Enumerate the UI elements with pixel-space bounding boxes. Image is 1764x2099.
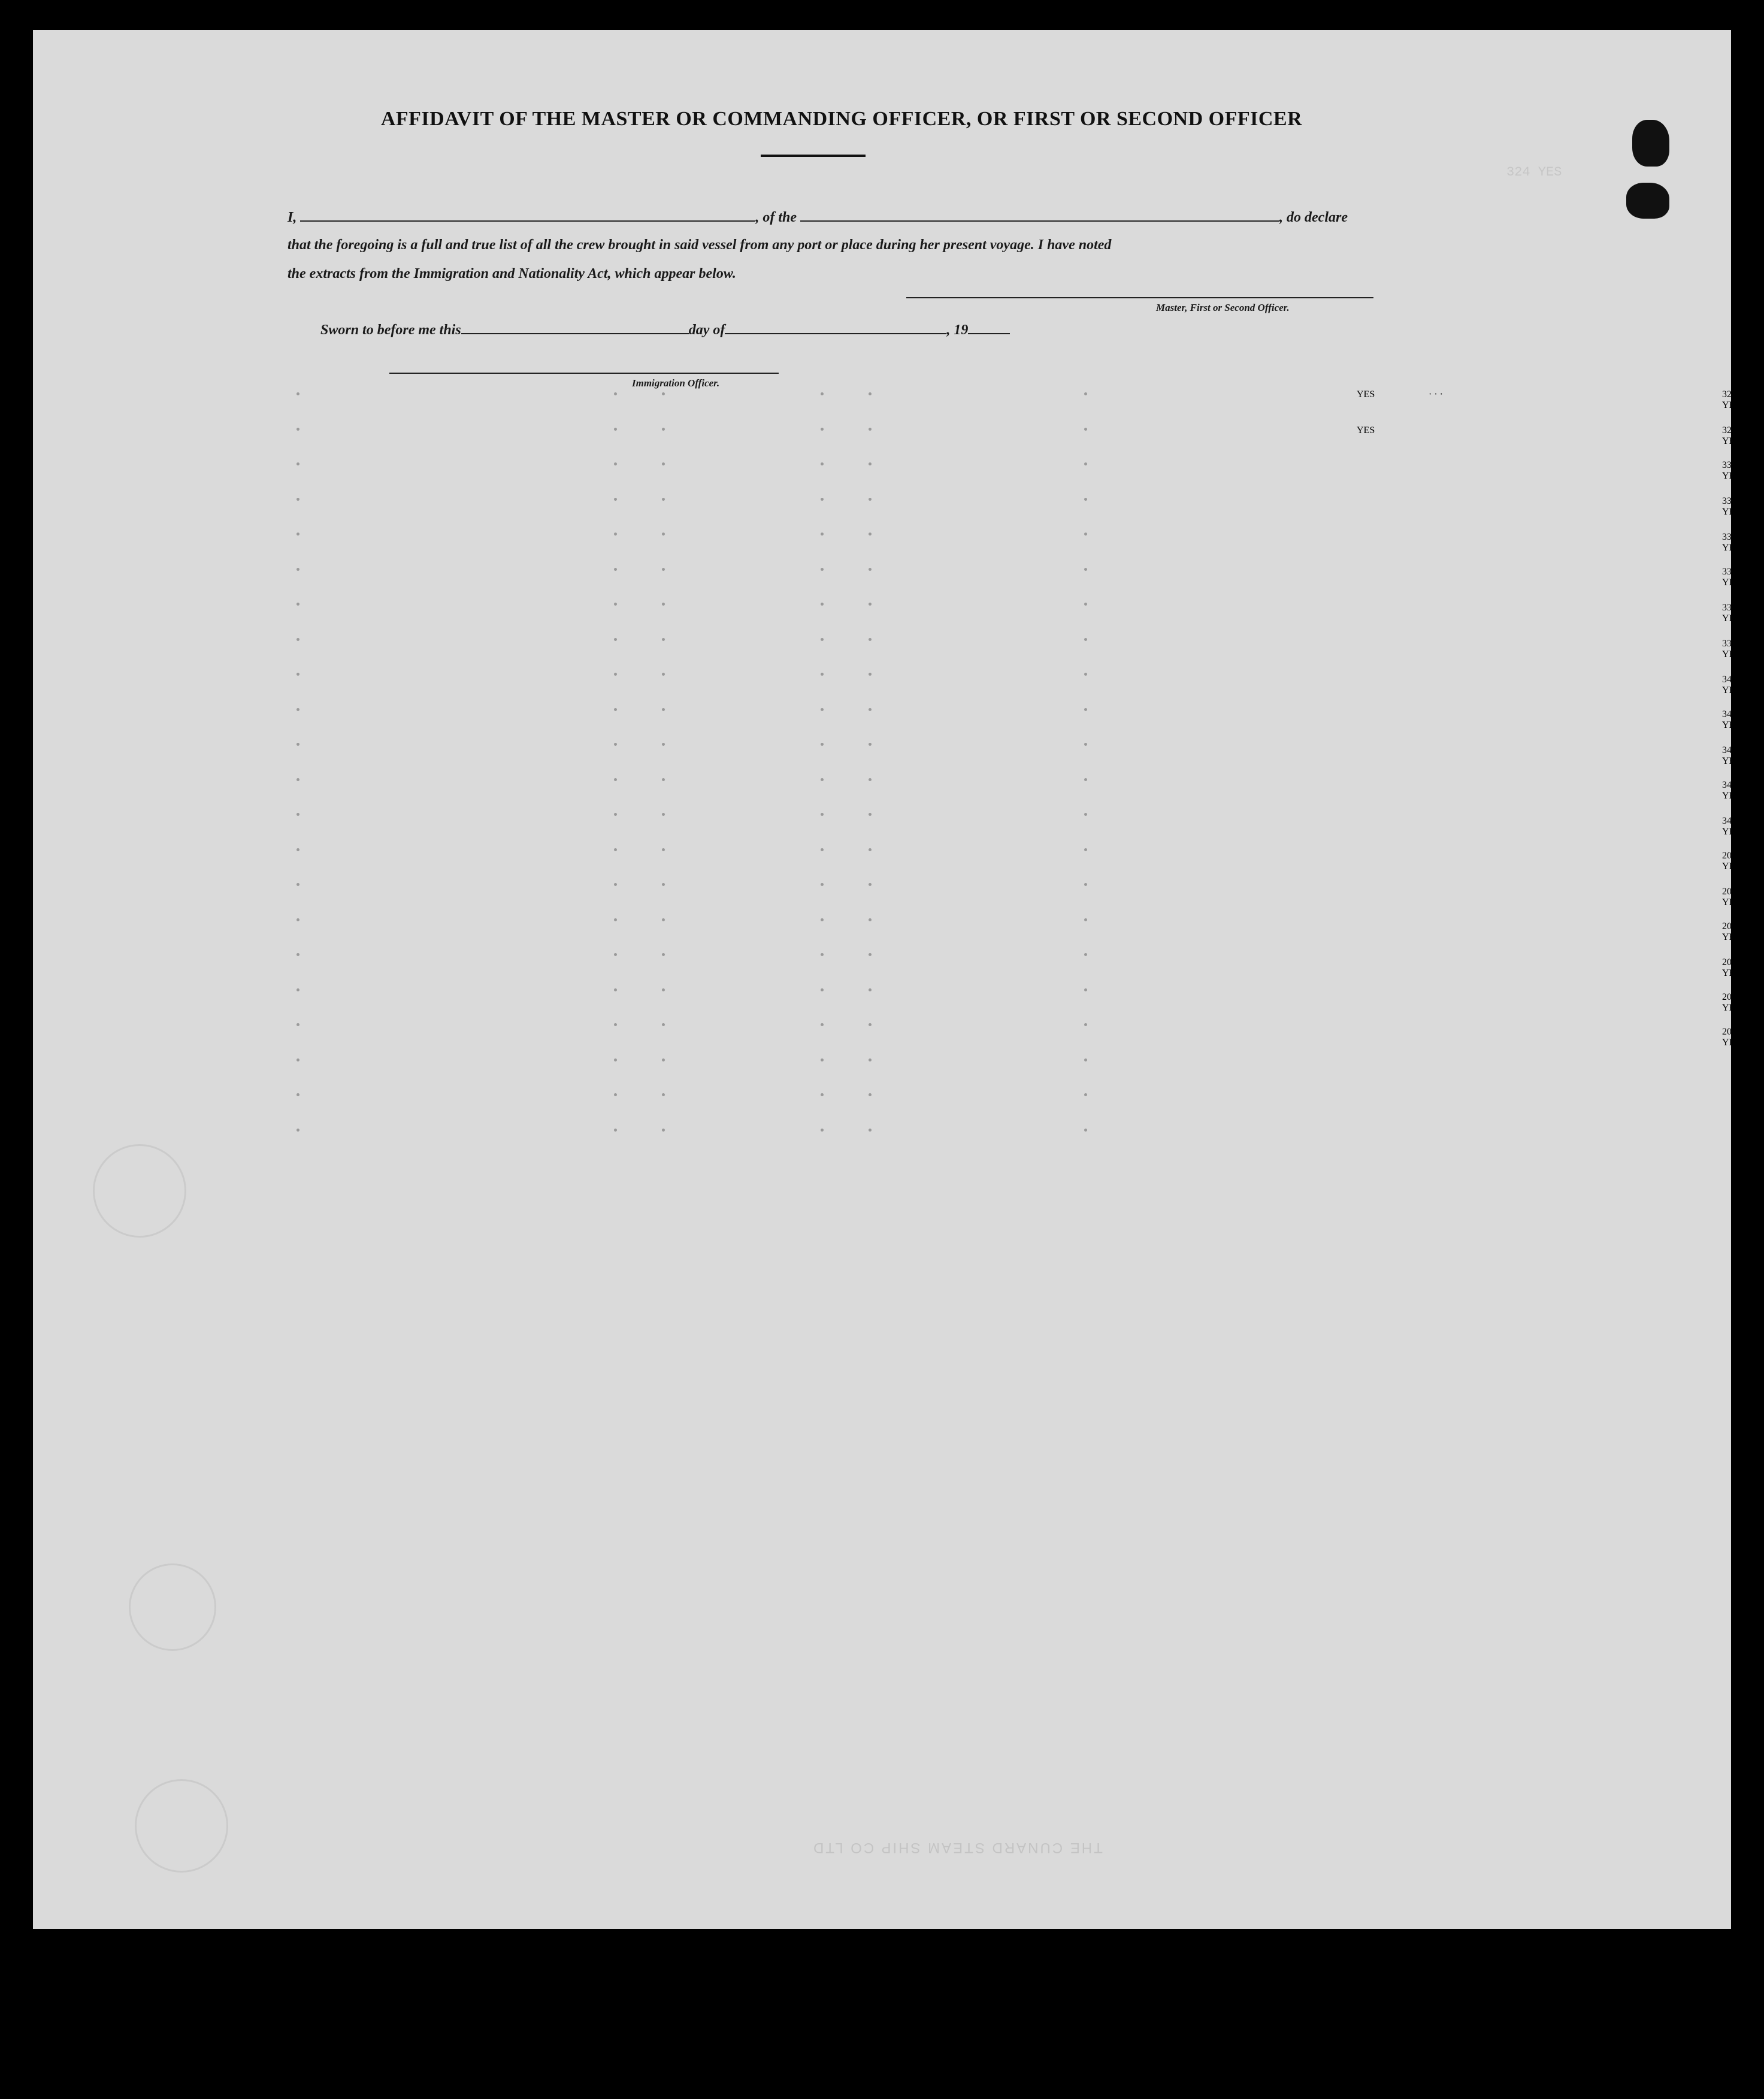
bleed-dot xyxy=(869,883,872,886)
bleed-dot xyxy=(869,708,872,711)
bleed-dot xyxy=(821,603,824,606)
bleed-dot xyxy=(296,462,299,465)
bleed-dot xyxy=(614,848,617,851)
bleed-dot xyxy=(869,533,872,536)
bleed-dot xyxy=(662,603,665,606)
bleed-dot xyxy=(296,568,299,571)
bleed-dot xyxy=(821,743,824,746)
sworn-line xyxy=(320,321,1010,338)
bleed-dot xyxy=(821,1093,824,1096)
sworn-year-blank[interactable] xyxy=(968,321,1010,334)
bleed-dot xyxy=(296,848,299,851)
bleed-dot xyxy=(1084,813,1087,816)
bleed-dot xyxy=(869,462,872,465)
bleed-dot xyxy=(869,953,872,956)
immigration-officer-label: Immigration Officer. xyxy=(632,377,720,389)
bleed-dot xyxy=(821,918,824,921)
bleed-dot xyxy=(821,1129,824,1132)
bleed-dot xyxy=(614,1129,617,1132)
immigration-officer-signature-line[interactable] xyxy=(389,373,779,374)
bleed-dot xyxy=(614,988,617,991)
bleed-dot xyxy=(821,848,824,851)
bleed-dot xyxy=(869,778,872,781)
bleed-dot xyxy=(1084,883,1087,886)
bleed-dot xyxy=(614,1093,617,1096)
bleed-dot xyxy=(1084,462,1087,465)
bleed-dot xyxy=(662,813,665,816)
bleed-dot xyxy=(821,778,824,781)
bleed-dot xyxy=(821,638,824,641)
bleed-dot xyxy=(614,568,617,571)
declaration-i: I, xyxy=(288,210,297,225)
bleed-dot xyxy=(662,498,665,501)
bleed-dot xyxy=(614,498,617,501)
punch-hole-mark xyxy=(1632,120,1669,167)
bleed-dot xyxy=(614,533,617,536)
bleed-dot xyxy=(614,462,617,465)
bleed-dot xyxy=(662,883,665,886)
bleed-dot xyxy=(821,568,824,571)
bleed-dot xyxy=(869,1058,872,1061)
bleed-dot xyxy=(1084,673,1087,676)
bleed-dot xyxy=(1084,1129,1087,1132)
bleed-dot xyxy=(1084,848,1087,851)
officer-signature-line[interactable] xyxy=(906,297,1373,298)
bleed-dot xyxy=(296,673,299,676)
bleed-dot xyxy=(869,498,872,501)
bleed-dot xyxy=(1084,918,1087,921)
bleed-dot xyxy=(869,918,872,921)
bleed-dot xyxy=(614,918,617,921)
bleed-dot xyxy=(662,462,665,465)
bleed-dot xyxy=(662,918,665,921)
bleed-dot xyxy=(662,533,665,536)
bleed-dot xyxy=(869,603,872,606)
bleed-dot xyxy=(1084,1023,1087,1026)
declaration-line-2: that the foregoing is a full and true list of all the crew brought in said vessel from any port or place during her present voyage. I have noted xyxy=(288,237,1112,253)
bleed-dot xyxy=(614,1023,617,1026)
declaration-do-declare: , do declare xyxy=(1279,210,1348,225)
bleed-dot xyxy=(614,883,617,886)
bleed-dot xyxy=(869,673,872,676)
bleed-dot xyxy=(614,392,617,395)
bleed-dot xyxy=(296,883,299,886)
bleed-dot xyxy=(1084,778,1087,781)
bleed-dot xyxy=(662,673,665,676)
bleed-dot xyxy=(821,673,824,676)
bleed-dot xyxy=(1084,533,1087,536)
officer-signature-label: Master, First or Second Officer. xyxy=(1156,302,1290,313)
bleed-dot xyxy=(614,428,617,431)
bleed-dot xyxy=(296,1129,299,1132)
bleed-dot xyxy=(614,603,617,606)
bleed-dot xyxy=(296,603,299,606)
bleed-dot xyxy=(821,953,824,956)
bleed-dot xyxy=(614,813,617,816)
bleed-dot xyxy=(869,988,872,991)
bleed-dot xyxy=(662,1023,665,1026)
sworn-prefix: Sworn to before me this xyxy=(320,322,461,338)
bleed-dot xyxy=(296,638,299,641)
bleed-dot xyxy=(1084,568,1087,571)
bleed-dot xyxy=(296,498,299,501)
bleed-dot xyxy=(296,918,299,921)
bleed-dot xyxy=(614,778,617,781)
bleed-dot xyxy=(662,1093,665,1096)
bleed-dot xyxy=(1084,988,1087,991)
bleed-dot xyxy=(821,708,824,711)
officer-name-blank[interactable] xyxy=(300,208,755,222)
bleed-dot xyxy=(614,743,617,746)
bleed-dot xyxy=(1084,428,1087,431)
bleed-dot xyxy=(296,988,299,991)
declaration-line-1 xyxy=(288,208,1348,226)
bleed-dot xyxy=(296,392,299,395)
bleed-dot xyxy=(614,673,617,676)
bleed-dot xyxy=(1084,498,1087,501)
bleed-dot xyxy=(662,392,665,395)
bleed-dot xyxy=(1084,603,1087,606)
bleed-dot xyxy=(296,1058,299,1061)
bleed-dot xyxy=(869,848,872,851)
bleed-dot xyxy=(614,638,617,641)
faint-stamp: THE CUNARD STEAM SHIP CO LTD xyxy=(812,1840,1103,1856)
bleed-dot xyxy=(869,1093,872,1096)
bleed-dot xyxy=(296,778,299,781)
bleed-dot xyxy=(869,392,872,395)
bleed-dot xyxy=(1084,953,1087,956)
bleed-dot xyxy=(869,813,872,816)
document-page: 324 YES YES · · · 327 YES YES 329 YES 331 YES 332 YES 334 YES 336 YES 338 YES 339 YES 340 YES 341 YES 344 YES 346 YES 347 YES 201 YES 202 YES 203 YES 204 YES 206 YES 207 YES THE CUNARD STEAM SHIP CO LTD AFFIDAVIT OF THE MASTER OR COMMANDING OFFICER, OR FIRST OR SECOND OFFICER I, , of the , do declare that the foregoing is a full and true list of all the crew brought in said vessel from any port or place during her present voyage. I have noted the extracts from the Immigration and Nationality Act, which appear below. Master, First or Second Officer. Sworn to before me this day of , 19 Immigration Officer. xyxy=(33,30,1731,1929)
bleed-dot xyxy=(296,533,299,536)
sworn-day-of: day of xyxy=(688,322,725,338)
bleed-dot xyxy=(869,1129,872,1132)
faint-seal xyxy=(135,1779,228,1873)
vessel-name-blank[interactable] xyxy=(800,208,1279,222)
bleed-dot xyxy=(821,813,824,816)
bleed-dot xyxy=(662,1058,665,1061)
bleed-dot xyxy=(614,953,617,956)
bleed-dot xyxy=(296,953,299,956)
bleed-dot xyxy=(821,392,824,395)
bleed-dot xyxy=(821,428,824,431)
bleed-dot xyxy=(662,848,665,851)
bleed-dot xyxy=(869,1023,872,1026)
bleed-dot xyxy=(1084,638,1087,641)
bleed-dot xyxy=(296,1023,299,1026)
bleed-dot xyxy=(1084,743,1087,746)
bleed-dot xyxy=(821,883,824,886)
bleed-dot xyxy=(869,428,872,431)
bleed-dot xyxy=(296,743,299,746)
bleed-dot xyxy=(1084,708,1087,711)
bleed-dot xyxy=(662,778,665,781)
bleed-dot xyxy=(869,743,872,746)
bleed-dot xyxy=(662,638,665,641)
bleed-dot xyxy=(662,568,665,571)
bleed-dot xyxy=(869,638,872,641)
bleed-dot xyxy=(821,988,824,991)
bleed-dot xyxy=(1084,392,1087,395)
bleed-dot xyxy=(869,568,872,571)
sworn-month-blank[interactable] xyxy=(725,321,946,334)
bleed-dot xyxy=(1084,1093,1087,1096)
bleed-dot xyxy=(662,743,665,746)
bleed-dot xyxy=(296,708,299,711)
bleed-dot xyxy=(614,708,617,711)
sworn-day-blank[interactable] xyxy=(461,321,689,334)
bleed-dot xyxy=(662,953,665,956)
bleed-dot xyxy=(821,498,824,501)
bleed-dot xyxy=(296,1093,299,1096)
affidavit-title: AFFIDAVIT OF THE MASTER OR COMMANDING OFFICER, OR FIRST OR SECOND OFFICER xyxy=(380,108,1303,130)
bleed-dot xyxy=(296,813,299,816)
bleed-dot xyxy=(662,988,665,991)
bleed-dot xyxy=(296,428,299,431)
declaration-of-the: , of the xyxy=(755,210,797,225)
bleed-dot xyxy=(662,428,665,431)
bleed-dot xyxy=(614,1058,617,1061)
declaration-line-3: the extracts from the Immigration and Nationality Act, which appear below. xyxy=(288,266,736,282)
faint-seal xyxy=(129,1563,216,1651)
bleed-dot xyxy=(662,708,665,711)
bleed-dot xyxy=(821,1058,824,1061)
bleed-dot xyxy=(821,1023,824,1026)
bleed-dot xyxy=(821,533,824,536)
title-underline xyxy=(761,155,866,157)
bleed-dot xyxy=(821,462,824,465)
bleed-dot xyxy=(662,1129,665,1132)
sworn-year-prefix: , 19 xyxy=(946,322,969,338)
bleed-dot xyxy=(1084,1058,1087,1061)
punch-hole-mark xyxy=(1626,183,1669,219)
faint-seal xyxy=(93,1144,186,1238)
